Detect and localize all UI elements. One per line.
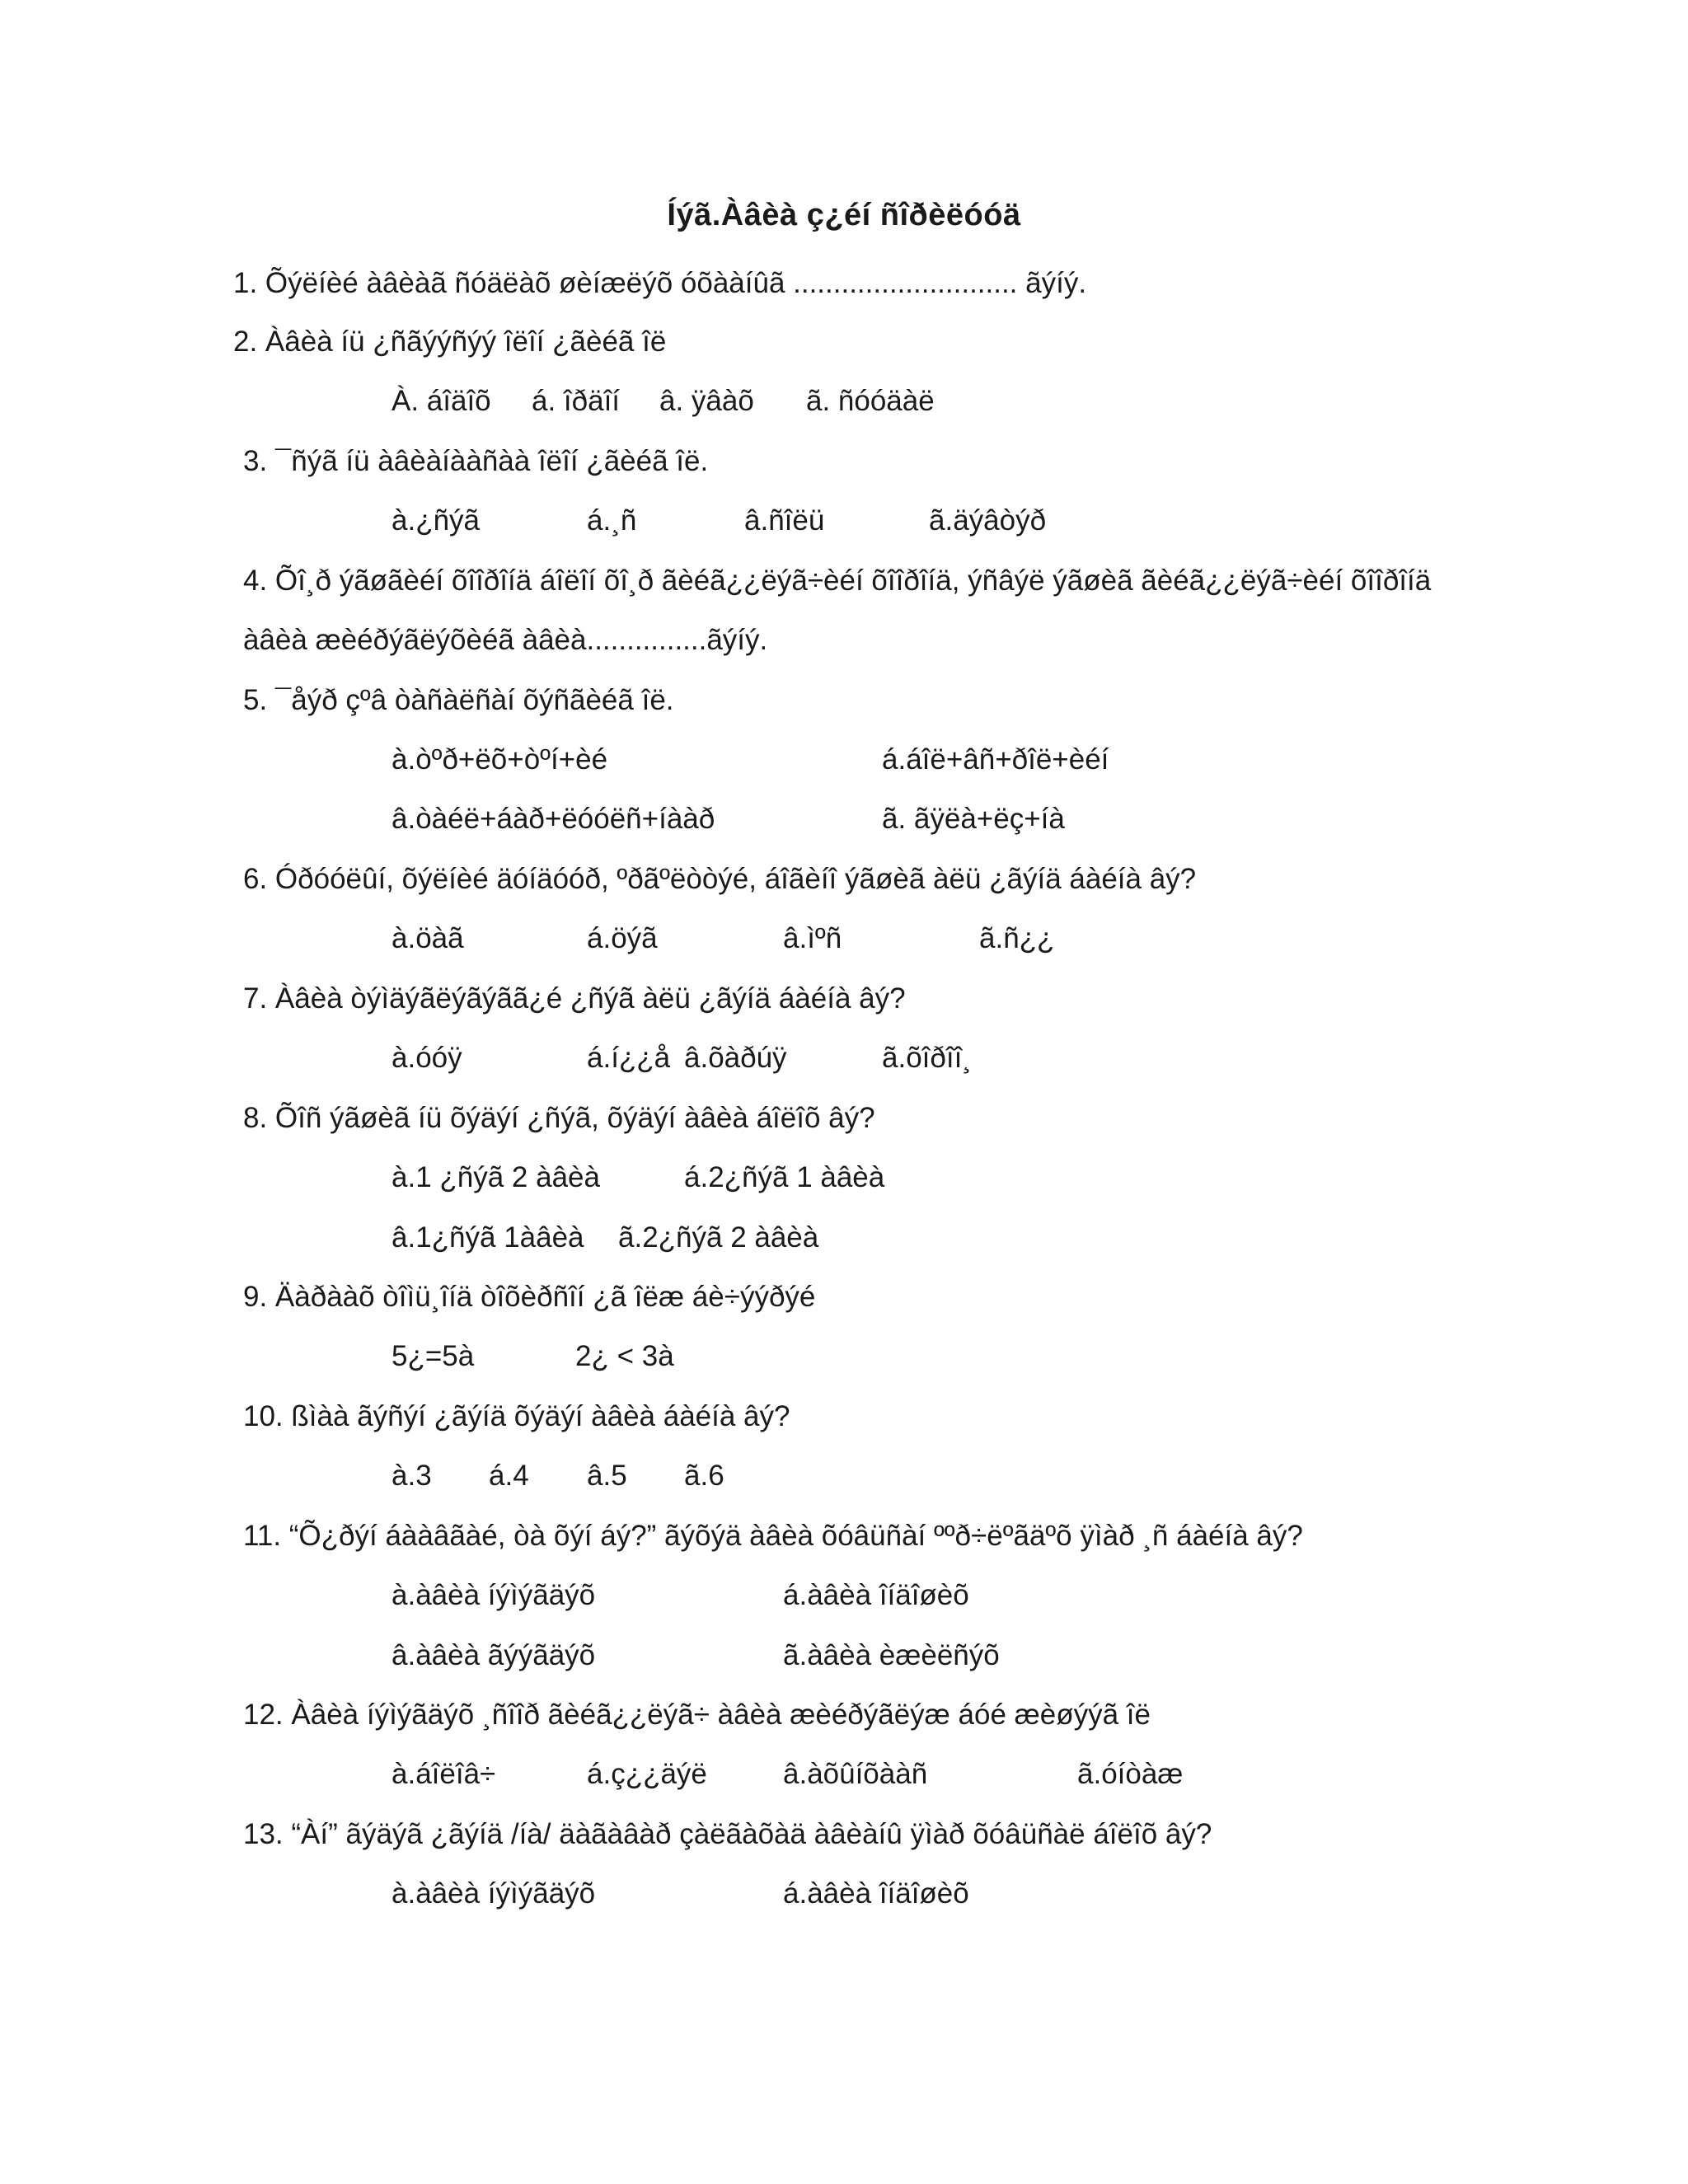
q8-option-c: â.1¿ñýã 1àâèà: [392, 1221, 584, 1254]
q13-option-b: á.àâèà îíäîøèõ: [783, 1877, 969, 1910]
q2-option-c: â. ÿâàõ: [659, 385, 754, 417]
q10-option-b: á.4: [489, 1460, 529, 1492]
question-12: 12. Àâèà íýìýãäýõ ¸ñîîð ãèéã¿¿ëýã÷ àâèà æèéðýãëýæ áóé æèøýýã îë: [243, 1699, 1151, 1731]
q8-option-a: à.1 ¿ñýã 2 àâèà: [392, 1161, 600, 1193]
q2-option-d: ã. ñóóäàë: [806, 385, 935, 417]
q7-option-b: á.í¿¿å: [587, 1042, 671, 1074]
q7-option-a: à.óóÿ: [392, 1042, 462, 1074]
q6-option-d: ã.ñ¿¿: [979, 922, 1055, 954]
q2-option-a: À. áîäîõ: [392, 385, 491, 417]
q3-option-c: â.ñîëü: [744, 504, 825, 537]
q12-option-d: ã.óíòàæ: [1077, 1758, 1184, 1790]
q5-option-a: à.òºð+ëõ+òºí+èé: [392, 743, 608, 776]
q10-option-c: â.5: [587, 1460, 627, 1492]
q3-option-b: á.¸ñ: [587, 504, 637, 537]
question-8: 8. Õîñ ýãøèã íü õýäýí ¿ñýã, õýäýí àâèà áîëîõ âý?: [243, 1102, 875, 1134]
q8-option-d: ã.2¿ñýã 2 àâèà: [618, 1221, 819, 1254]
q8-option-b: á.2¿ñýã 1 àâèà: [684, 1161, 885, 1193]
question-7: 7. Àâèà òýìäýãëýãýãã¿é ¿ñýã àëü ¿ãýíä áàéíà âý?: [243, 982, 906, 1015]
q12-option-a: à.áîëîâ÷: [392, 1758, 496, 1790]
q3-option-a: à.¿ñýã: [392, 504, 480, 537]
q10-option-d: ã.6: [684, 1460, 724, 1492]
q11-option-b: á.àâèà îíäîøèõ: [783, 1579, 969, 1611]
q6-option-c: â.ìºñ: [783, 922, 842, 954]
q5-option-d: ã. ãÿëà+ëç+íà: [882, 803, 1065, 835]
question-5: 5. ¯åýð çºâ òàñàëñàí õýñãèéã îë.: [243, 684, 674, 716]
q5-option-b: á.áîë+âñ+ðîë+èéí: [882, 743, 1109, 776]
question-13: 13. “Àí” ãýäýã ¿ãýíä /íà/ äàãàâàð çàëãàõàä àâèàíû ÿìàð õóâüñàë áîëîõ âý?: [243, 1818, 1212, 1850]
question-3: 3. ¯ñýã íü àâèàíààñàà îëîí ¿ãèéã îë.: [243, 445, 709, 477]
q11-option-c: â.àâèà ãýýãäýõ: [392, 1639, 596, 1671]
q7-option-d: ã.õîðîî¸: [882, 1042, 972, 1074]
question-6: 6. Óðóóëûí, õýëíèé äóíäóóð, ºðãºëòòýé, áîãèíî ýãøèã àëü ¿ãýíä áàéíà âý?: [243, 863, 1197, 895]
question-10: 10. ßìàà ãýñýí ¿ãýíä õýäýí àâèà áàéíà âý?: [243, 1400, 790, 1432]
q6-option-a: à.öàã: [392, 922, 464, 954]
question-1: 1. Õýëíèé àâèàã ñóäëàõ øèíæëýõ óõààíûã ............................ ãýíý.: [233, 267, 1087, 299]
page-title: Íýã.Àâèà ç¿éí ñîðèëóóä: [667, 198, 1021, 232]
q9-example-b: 2¿ < 3à: [575, 1340, 674, 1372]
q3-option-d: ã.äýâòýð: [929, 504, 1047, 537]
q10-option-a: à.3: [392, 1460, 432, 1492]
question-11: 11. “Õ¿ðýí áààâãàé, òà õýí áý?” ãýõýä àâèà õóâüñàí ººð÷ëºãäºõ ÿìàð ¸ñ áàéíà âý?: [243, 1520, 1303, 1552]
question-4: 4. Õî¸ð ýãøãèéí õîîðîíä áîëîí õî¸ð ãèéã¿¿ëýã÷èéí õîîðîíä, ýñâýë ýãøèã ãèéã¿¿ëýã÷èéí õîîðîíä: [243, 565, 1432, 597]
question-9: 9. Äàðààõ òîìü¸îíä òîõèðñîí ¿ã îëæ áè÷ýýðýé: [243, 1281, 816, 1313]
q2-option-b: á. îðäîí: [532, 385, 621, 417]
q11-option-d: ã.àâèà èæèëñýõ: [783, 1639, 1000, 1671]
q13-option-a: à.àâèà íýìýãäýõ: [392, 1877, 596, 1910]
q11-option-a: à.àâèà íýìýãäýõ: [392, 1579, 596, 1611]
q5-option-c: â.òàéë+áàð+ëóóëñ+íààð: [392, 803, 715, 835]
q6-option-b: á.öýã: [587, 922, 658, 954]
question-2: 2. Àâèà íü ¿ñãýýñýý îëîí ¿ãèéã îë: [233, 326, 667, 358]
q12-option-c: â.àõûíõààñ: [783, 1758, 928, 1790]
question-4-continuation: àâèà æèéðýãëýõèéã àâèà...............ãýíý.: [243, 624, 768, 656]
q7-option-c: â.õàðúÿ: [684, 1042, 787, 1074]
q12-option-b: á.ç¿¿äýë: [587, 1758, 707, 1790]
q9-example-a: 5¿=5à: [392, 1340, 475, 1372]
